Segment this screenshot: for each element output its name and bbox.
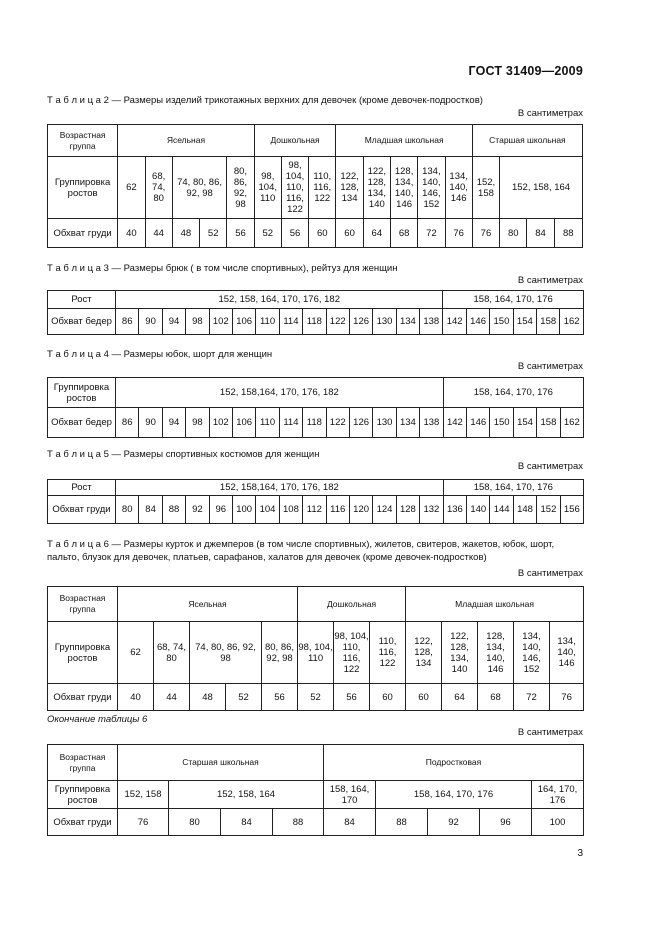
table-row-header: Группировка ростов <box>48 622 118 684</box>
table-cell: 158 <box>537 309 560 335</box>
table-cell: 88 <box>554 219 582 248</box>
table-cell: 156 <box>560 496 583 524</box>
table-cell: 134, 140, 146, 152 <box>418 157 445 219</box>
table-header-cell: Старшая школьная <box>472 125 582 157</box>
table-cell: 72 <box>514 684 550 711</box>
table-cell: 84 <box>139 496 162 524</box>
table-cell: 64 <box>442 684 478 711</box>
table-header-cell: Возрастная группа <box>48 587 118 622</box>
table-row-header: Рост <box>48 291 116 309</box>
table-cell: 102 <box>209 408 232 438</box>
table5-unit: В сантиметрах <box>517 461 583 472</box>
table-cell: 128 <box>396 496 419 524</box>
table-cell: 150 <box>490 408 513 438</box>
table-cell: 92 <box>186 496 209 524</box>
table-cell: 96 <box>480 809 532 836</box>
table3 <box>47 290 584 335</box>
table-row-header: Группировка ростов <box>48 157 118 219</box>
table-cell: 86 <box>116 408 139 438</box>
table2-caption: Т а б л и ц а 2 — Размеры изделий трикотажных верхних для девочек (кроме девочек-подростков) <box>47 95 483 106</box>
table-cell: 138 <box>420 408 444 438</box>
table-cell: 122 <box>326 309 349 335</box>
table-cell: 122, 128, 134 <box>406 622 442 684</box>
table-cell: 122, 128, 134, 140 <box>442 622 478 684</box>
table-cell: 98 <box>186 408 209 438</box>
table-cell: 68 <box>478 684 514 711</box>
table-cell: 110 <box>256 408 279 438</box>
table-cell: 60 <box>406 684 442 711</box>
table-cell: 106 <box>232 408 255 438</box>
table-cell: 162 <box>560 408 583 438</box>
table-cell: 152, 158,164, 170, 176, 182 <box>116 480 444 496</box>
table-cell: 88 <box>273 809 324 836</box>
table-cell: 132 <box>420 496 444 524</box>
table-header-cell: Младшая школьная <box>406 587 584 622</box>
table-cell: 94 <box>162 309 185 335</box>
table-header-cell: Младшая школьная <box>336 125 472 157</box>
table-cell: 124 <box>373 496 396 524</box>
table-header-cell: Ясельная <box>118 587 298 622</box>
table2-unit: В сантиметрах <box>517 108 583 119</box>
table-cell: 146 <box>466 309 489 335</box>
table-cell: 158 <box>537 408 560 438</box>
table3-unit: В сантиметрах <box>517 275 583 286</box>
table-cell: 56 <box>334 684 370 711</box>
table-row-header: Обхват груди <box>48 496 116 524</box>
table-header-cell: Возрастная группа <box>48 745 118 781</box>
table6-continuation <box>47 744 584 836</box>
table-row-header: Обхват бедер <box>48 309 116 335</box>
table-cell: 100 <box>232 496 255 524</box>
table-cell: 64 <box>363 219 390 248</box>
table6-continuation-caption: Окончание таблицы 6 <box>47 714 148 725</box>
table-cell: 76 <box>472 219 499 248</box>
table-cell: 162 <box>560 309 583 335</box>
table-cell: 158, 164, 170, 176 <box>443 378 583 408</box>
table-cell: 128, 134, 140, 146 <box>478 622 514 684</box>
table-cell: 134, 140, 146 <box>445 157 472 219</box>
table-cell: 88 <box>376 809 428 836</box>
table-cell: 108 <box>279 496 302 524</box>
table-cell: 90 <box>139 309 162 335</box>
table-cell: 76 <box>118 809 169 836</box>
table-cell: 56 <box>227 219 254 248</box>
table-cell: 80, 86, 92, 98 <box>227 157 254 219</box>
table-cell: 72 <box>418 219 445 248</box>
table-cell: 44 <box>154 684 190 711</box>
table-cell: 158, 164, 170, 176 <box>443 480 583 496</box>
table-cell: 122 <box>326 408 349 438</box>
table-cell: 98 <box>186 309 209 335</box>
table-cell: 126 <box>349 309 372 335</box>
table-row-header: Группировка ростов <box>48 378 116 408</box>
table-cell: 142 <box>443 309 466 335</box>
page-number: 3 <box>577 848 583 859</box>
table-cell: 98, 104, 110, 116, 122 <box>281 157 308 219</box>
table-cell: 52 <box>226 684 262 711</box>
table-row-header: Обхват бедер <box>48 408 116 438</box>
table-cell: 84 <box>324 809 376 836</box>
table-cell: 98, 104, 110 <box>298 622 334 684</box>
table-cell: 86 <box>116 309 139 335</box>
table-row-header: Обхват груди <box>48 809 118 836</box>
table-cell: 88 <box>162 496 185 524</box>
table-cell: 44 <box>145 219 172 248</box>
table-cell: 76 <box>550 684 584 711</box>
table-cell: 68, 74, 80 <box>145 157 172 219</box>
table-cell: 138 <box>420 309 443 335</box>
table-cell: 152, 158,164, 170, 176, 182 <box>116 378 444 408</box>
table-cell: 140 <box>467 496 490 524</box>
table-cell: 68, 74, 80 <box>154 622 190 684</box>
table-cell: 110 <box>256 309 279 335</box>
table-header-cell: Дошкольная <box>254 125 336 157</box>
table-cell: 126 <box>349 408 372 438</box>
table-cell: 134, 140, 146, 152 <box>514 622 550 684</box>
table-cell: 152, 158 <box>472 157 499 219</box>
table-cell: 134 <box>396 408 419 438</box>
table-cell: 134, 140, 146 <box>550 622 584 684</box>
table-cell: 74, 80, 86, 92, 98 <box>172 157 227 219</box>
table-cell: 158, 164, 170 <box>324 781 376 809</box>
table-cell: 48 <box>172 219 199 248</box>
table-cell: 130 <box>373 309 396 335</box>
table-cell: 60 <box>370 684 406 711</box>
table-cell: 56 <box>281 219 308 248</box>
table-cell: 154 <box>513 309 536 335</box>
table-cell: 52 <box>254 219 281 248</box>
table-cell: 122, 128, 134, 140 <box>363 157 390 219</box>
table-cell: 142 <box>443 408 466 438</box>
table-cell: 80 <box>500 219 527 248</box>
table-cell: 120 <box>349 496 372 524</box>
table-row-header: Обхват груди <box>48 219 118 248</box>
table-row-header: Обхват груди <box>48 684 118 711</box>
table-cell: 92 <box>428 809 480 836</box>
table-cell: 52 <box>200 219 227 248</box>
document-header: ГОСТ 31409—2009 <box>468 64 583 78</box>
table4-caption: Т а б л и ц а 4 — Размеры юбок, шорт для женщин <box>47 349 273 360</box>
table-cell: 60 <box>309 219 336 248</box>
table-cell: 152, 158 <box>118 781 169 809</box>
table-cell: 114 <box>279 309 302 335</box>
table-header-cell: Подростковая <box>324 745 584 781</box>
table6b-unit: В сантиметрах <box>517 727 583 738</box>
table-cell: 84 <box>527 219 554 248</box>
table-cell: 136 <box>443 496 466 524</box>
table-cell: 128, 134, 140, 146 <box>390 157 417 219</box>
table-cell: 96 <box>209 496 232 524</box>
table-cell: 62 <box>118 622 154 684</box>
table-cell: 100 <box>532 809 584 836</box>
table-cell: 106 <box>232 309 255 335</box>
table-cell: 84 <box>221 809 273 836</box>
table-cell: 40 <box>118 219 145 248</box>
table-cell: 144 <box>490 496 513 524</box>
table6-unit: В сантиметрах <box>517 568 583 579</box>
table-cell: 154 <box>513 408 536 438</box>
table-cell: 114 <box>279 408 302 438</box>
table-row-header: Группировка ростов <box>48 781 118 809</box>
table-cell: 116 <box>326 496 349 524</box>
table-cell: 98, 104, 110, 116, 122 <box>334 622 370 684</box>
table4 <box>47 377 584 438</box>
table4-unit: В сантиметрах <box>517 361 583 372</box>
table-header-cell: Возрастная группа <box>48 125 118 157</box>
table-cell: 134 <box>396 309 419 335</box>
table-cell: 152 <box>537 496 560 524</box>
table6 <box>47 586 584 711</box>
table-header-cell: Старшая школьная <box>118 745 324 781</box>
table-cell: 74, 80, 86, 92, 98 <box>190 622 262 684</box>
table-cell: 98, 104, 110 <box>254 157 281 219</box>
table-cell: 76 <box>445 219 472 248</box>
table-cell: 164, 170, 176 <box>532 781 584 809</box>
table-cell: 110, 116, 122 <box>370 622 406 684</box>
table6-caption: Т а б л и ц а 6 — Размеры курток и джемперов (в том числе спортивных), жилетов, свитеров, жакетов, юбок, шорт, пальто, блузок для девочек, платьев, сарафанов, халатов для девочек (кроме девочек-подростков) <box>47 539 555 563</box>
table-cell: 80 <box>169 809 221 836</box>
table2 <box>47 124 583 248</box>
table-cell: 146 <box>467 408 490 438</box>
table3-caption: Т а б л и ц а 3 — Размеры брюк ( в том числе спортивных), рейтуз для женщин <box>47 263 398 274</box>
table-cell: 152, 158, 164, 170, 176, 182 <box>116 291 443 309</box>
table-cell: 90 <box>139 408 162 438</box>
table-cell: 62 <box>118 157 145 219</box>
table-cell: 122, 128, 134 <box>336 157 363 219</box>
table-cell: 104 <box>256 496 279 524</box>
table-cell: 68 <box>390 219 417 248</box>
table-cell: 60 <box>336 219 363 248</box>
table-cell: 158, 164, 170, 176 <box>376 781 532 809</box>
table-cell: 152, 158, 164 <box>169 781 324 809</box>
table-row-header: Рост <box>48 480 116 496</box>
table-cell: 148 <box>513 496 536 524</box>
table-cell: 56 <box>262 684 298 711</box>
table-cell: 40 <box>118 684 154 711</box>
table-cell: 158, 164, 170, 176 <box>443 291 583 309</box>
table-cell: 130 <box>373 408 396 438</box>
table-cell: 112 <box>303 496 326 524</box>
table-cell: 80, 86, 92, 98 <box>262 622 298 684</box>
table5-caption: Т а б л и ц а 5 — Размеры спортивных костюмов для женщин <box>47 449 320 460</box>
table-cell: 102 <box>209 309 232 335</box>
table-cell: 118 <box>303 408 326 438</box>
table-cell: 150 <box>490 309 513 335</box>
table-cell: 80 <box>116 496 139 524</box>
table-header-cell: Ясельная <box>118 125 254 157</box>
table-cell: 118 <box>303 309 326 335</box>
table-cell: 48 <box>190 684 226 711</box>
table5 <box>47 479 584 524</box>
table-cell: 152, 158, 164 <box>500 157 583 219</box>
table-header-cell: Дошкольная <box>298 587 406 622</box>
table-cell: 94 <box>162 408 185 438</box>
table-cell: 52 <box>298 684 334 711</box>
table-cell: 110, 116, 122 <box>309 157 336 219</box>
